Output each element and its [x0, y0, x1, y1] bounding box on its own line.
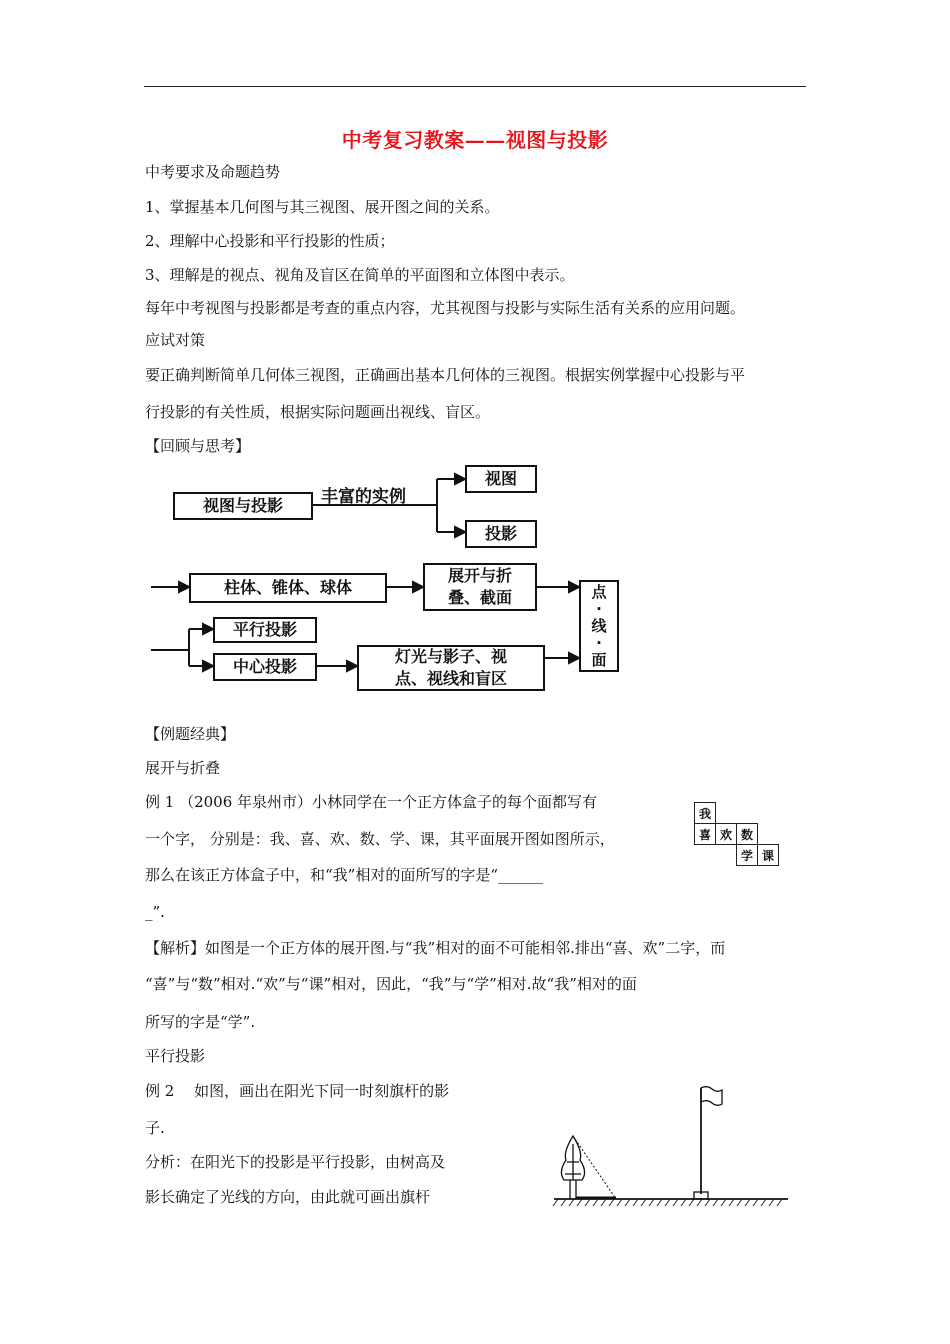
tree-flagpole-figure: [550, 1082, 800, 1216]
box-view-projection: 视图与投影: [173, 492, 313, 520]
box-point-line-face: [579, 580, 619, 672]
section-heading-review: 【回顾与思考】: [145, 437, 251, 455]
cube-face-shu: 数: [736, 823, 758, 845]
section-heading-requirements: 中考要求及命题趋势: [145, 163, 281, 181]
box-dot-1: ·: [596, 599, 602, 618]
page-title: 中考复习教案——视图与投影: [341, 128, 609, 152]
trend-paragraph: 每年中考视图与投影都是考查的重点内容，尤其视图与投影与实际生活有关系的应用问题。: [145, 299, 746, 317]
example-1-line-3: 那么在该正方体盒子中，和“我”相对的面所写的字是“______: [145, 866, 544, 884]
analysis-line-1: 【解析】如图是一个正方体的展开图.与“我”相对的面不可能相邻.排出“喜、欢”二字，而: [145, 939, 726, 957]
box-parallel-projection: 平行投影: [213, 617, 317, 643]
box-light-line-1: 灯光与影子、视: [394, 647, 507, 666]
box-light-shadow: [357, 645, 545, 691]
analysis-line-2: “喜”与“数”相对.“欢”与“课”相对，因此，“我”与“学”相对.故“我”相对的面: [145, 975, 637, 993]
example-1-line-4: _”.: [145, 903, 165, 921]
box-views: 视图: [465, 465, 537, 493]
example-1-line-1: 例 1 （2006 年泉州市）小林同学在一个正方体盒子的每个面都写有: [145, 793, 598, 811]
box-light-line-2: 点、视线和盲区: [394, 669, 507, 688]
label-rich-examples: 丰富的实例: [321, 487, 406, 507]
cube-face-wo: 我: [694, 802, 716, 824]
box-projection: 投影: [465, 520, 537, 548]
box-solids: 柱体、锥体、球体: [189, 573, 387, 603]
header-rule: [144, 86, 806, 87]
example-1-line-2: 一个字， 分别是：我、喜、欢、数、学、课，其平面展开图如图所示，: [145, 830, 615, 848]
strategy-line-1: 要正确判断简单几何体三视图，正确画出基本几何体的三视图。根据实例掌握中心投影与平: [145, 366, 746, 384]
box-face: 面: [591, 650, 607, 669]
analysis-line-3: 所写的字是“学”.: [145, 1013, 256, 1031]
section-heading-examples: 【例题经典】: [145, 725, 236, 743]
box-unfold: [423, 563, 537, 611]
box-unfold-line-2: 叠、截面: [447, 588, 512, 607]
tree-flagpole-drawing: [550, 1082, 800, 1212]
requirement-2: 2、理解中心投影和平行投影的性质；: [145, 232, 395, 250]
box-central-projection: 中心投影: [213, 653, 317, 681]
box-dot-2: ·: [596, 633, 602, 652]
cube-face-xue: 学: [736, 844, 758, 866]
example-2-line-1: 例 2 如图，画出在阳光下同一时刻旗杆的影: [145, 1082, 450, 1100]
box-unfold-line-1: 展开与折: [447, 566, 512, 585]
section-heading-strategy: 应试对策: [145, 331, 206, 349]
box-line: 线: [591, 616, 607, 635]
example-2-line-3: 分析：在阳光下的投影是平行投影，由树高及: [145, 1153, 446, 1171]
cube-face-ke: 课: [757, 844, 779, 866]
cube-face-xi: 喜: [694, 823, 716, 845]
requirement-1: 1、掌握基本几何图与其三视图、展开图之间的关系。: [145, 198, 500, 216]
cube-face-huan: 欢: [715, 823, 737, 845]
example-2-line-2: 子.: [145, 1119, 165, 1137]
example-2-line-4: 影长确定了光线的方向，由此就可画出旗杆: [145, 1188, 431, 1206]
strategy-line-2: 行投影的有关性质，根据实际问题画出视线、盲区。: [145, 403, 491, 421]
requirement-3: 3、理解是的视点、视角及盲区在简单的平面图和立体图中表示。: [145, 266, 575, 284]
subheading-unfold-fold: 展开与折叠: [145, 759, 221, 777]
subheading-parallel-projection: 平行投影: [145, 1047, 206, 1065]
box-point: 点: [591, 582, 607, 601]
